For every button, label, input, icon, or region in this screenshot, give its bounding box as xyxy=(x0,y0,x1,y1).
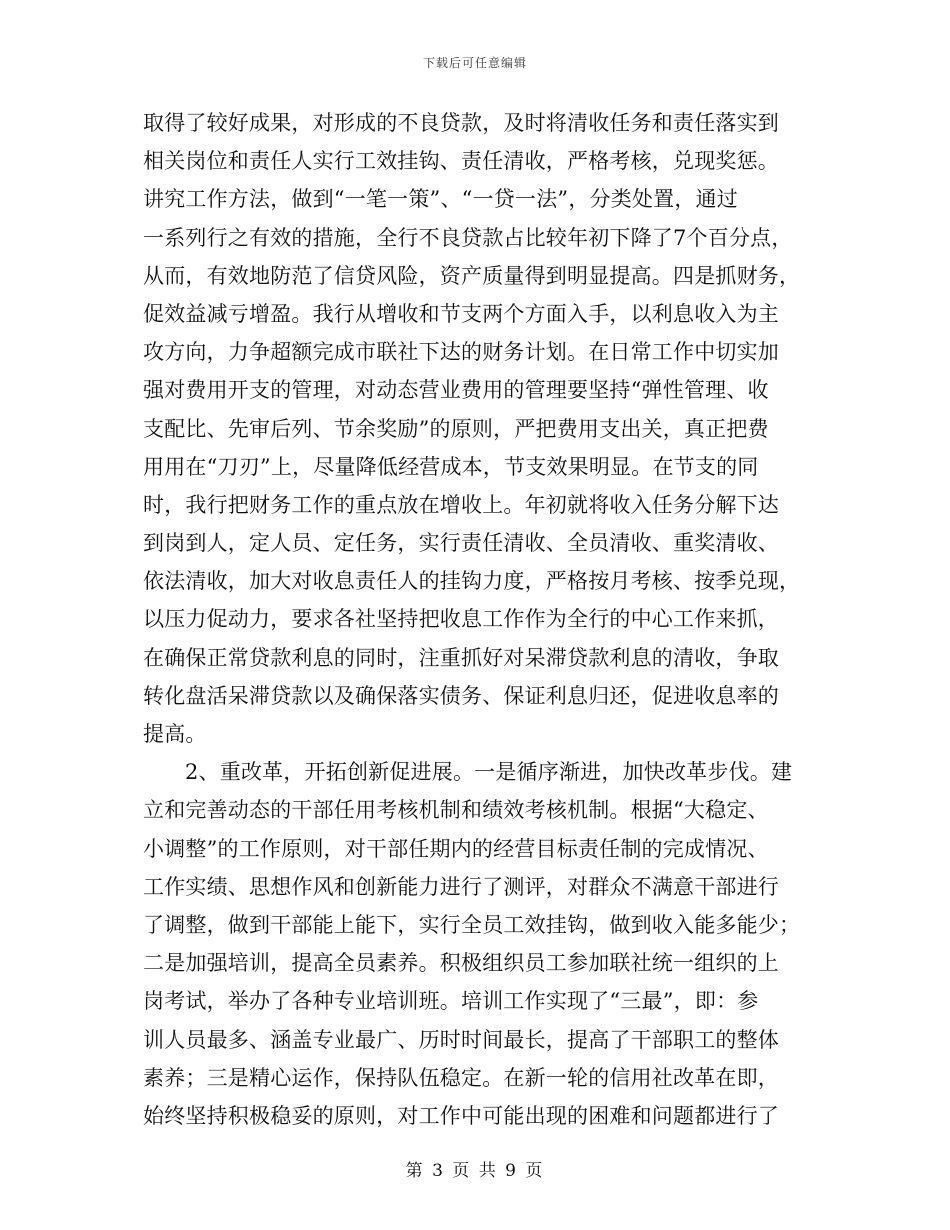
text-line: 攻方向，力争超额完成市联社下达的财务计划。在日常工作中切实加 xyxy=(143,340,779,365)
text-line: 岗考试，举办了各种专业培训班。培训工作实现了“三最”，即：参 xyxy=(143,989,759,1014)
text-line: 到岗到人，定人员、定任务，实行责任清收、全员清收、重奖清收、 xyxy=(143,531,779,556)
text-line: 二是加强培训，提高全员素养。积极组织员工参加联社统一组织的上 xyxy=(143,951,779,976)
document-body xyxy=(143,104,808,1135)
page-number: 第 3 页 共 9 页 xyxy=(405,1161,545,1181)
text-line: 转化盘活呆滞贷款以及确保落实债务、保证利息归还，促进收息率的 xyxy=(143,683,779,708)
text-line: 取得了较好成果，对形成的不良贷款，及时将清收任务和责任落实到 xyxy=(143,111,779,135)
text-line: 工作实绩、思想作风和创新能力进行了测评，对群众不满意干部进行 xyxy=(143,874,779,899)
text-line: 时，我行把财务工作的重点放在增收上。年初就将收入任务分解下达 xyxy=(143,492,779,517)
text-line: 一系列行之有效的措施，全行不良贷款占比较年初下降了7个百分点， xyxy=(143,225,793,250)
text-line: 立和完善动态的干部任用考核机制和绩效考核机制。根据“大稳定、 xyxy=(143,798,769,823)
text-line: 训人员最多、涵盖专业最广、历时时间最长，提高了干部职工的整体 xyxy=(143,1027,779,1052)
text-line: 强对费用开支的管理，对动态营业费用的管理要坚持“弹性管理、收 xyxy=(143,378,769,403)
text-line: 在确保正常贷款利息的同时，注重抓好对呆滞贷款利息的清收，争取 xyxy=(143,645,779,670)
header-note: 下载后可任意编辑 xyxy=(422,56,527,70)
text-line: 提高。 xyxy=(143,722,207,746)
text-line: 支配比、先审后列、节余奖励”的原则，严把费用支出关，真正把费 xyxy=(143,416,769,441)
text-line: 始终坚持积极稳妥的原则，对工作中可能出现的困难和问题都进行了 xyxy=(143,1103,779,1128)
text-line: 了调整，做到干部能上能下，实行全员工效挂钩，做到收入能多能少； xyxy=(143,912,801,937)
text-line: 以压力促动力，要求各社坚持把收息工作作为全行的中心工作来抓， xyxy=(143,607,779,632)
text-line: 相关岗位和责任人实行工效挂钩、责任清收，严格考核，兑现奖惩。 xyxy=(143,149,779,174)
text-line: 从而，有效地防范了信贷风险，资产质量得到明显提高。四是抓财务， xyxy=(143,263,801,288)
text-line: 依法清收，加大对收息责任人的挂钩力度，严格按月考核、按季兑现， xyxy=(143,569,801,594)
text-line: 讲究工作方法，做到“一笔一策”、“一贷一法”，分类处置，通过 xyxy=(143,187,738,212)
text-line: 用用在“刀刃”上，尽量降低经营成本，节支效果明显。在节支的同 xyxy=(143,454,759,479)
text-line: 素养；三是精心运作，保持队伍稳定。在新一轮的信用社改革在即， xyxy=(143,1065,779,1090)
text-line: 小调整”的工作原则，对干部任期内的经营目标责任制的完成情况、 xyxy=(143,836,769,861)
paragraph-start-line: 2、重改革，开拓创新促进展。一是循序渐进，加快改革步伐。建 xyxy=(185,760,793,785)
text-line: 促效益减亏增盈。我行从增收和节支两个方面入手，以利息收入为主 xyxy=(143,301,779,326)
